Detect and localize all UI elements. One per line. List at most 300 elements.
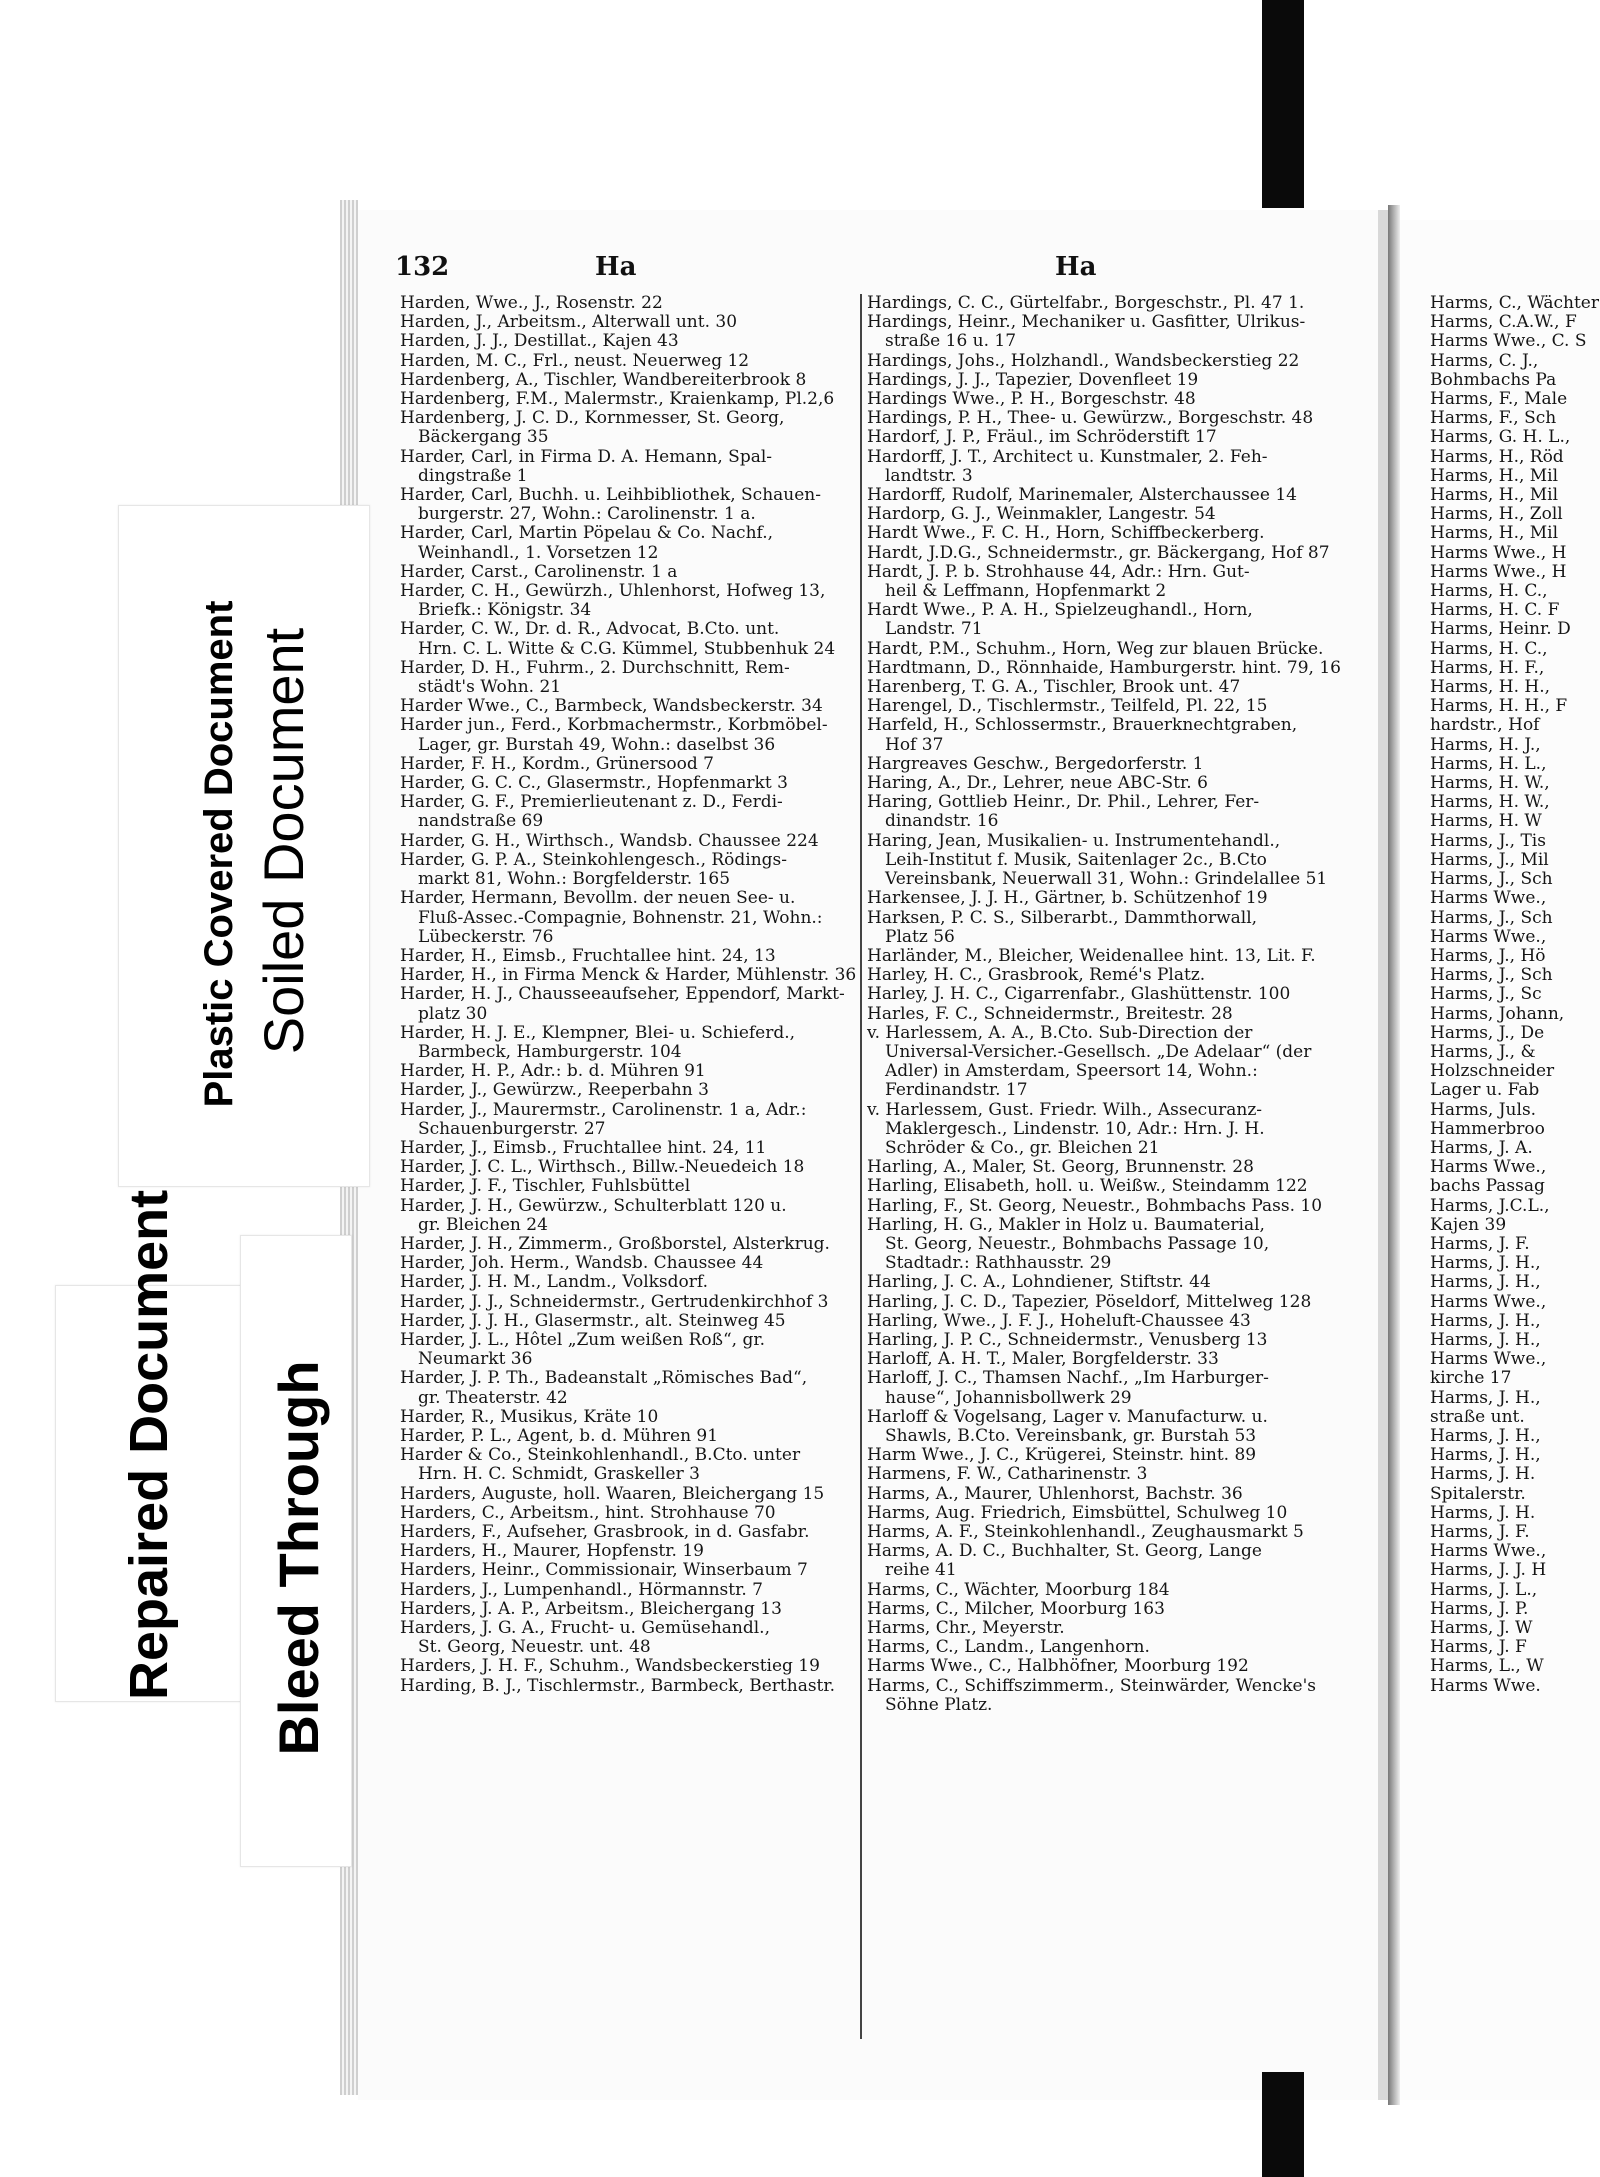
directory-entry [867,1331,1322,1350]
partial-entry: Harms, J. H. [1430,1464,1536,1485]
directory-entry [400,1235,860,1254]
partial-entry: Harms Wwe., [1430,1291,1547,1312]
partial-entry: Harms, C.A.W., F [1430,312,1577,333]
entry-continuation: Stadtadr.: Rathhausstr. 29 [885,1253,1112,1274]
partial-entry: Spitalerstr. [1430,1483,1526,1504]
entry-line: Harden, Wwe., J., Rosenstr. 22 [400,293,663,313]
entry-line: Hardorf, J. P., Fräul., im Schröderstift 17 [867,427,1217,448]
partial-entry: Harms, H. W., [1430,773,1550,794]
directory-entry [400,1331,860,1369]
entry-line: v. Harlessem, Gust. Friedr. Wilh., Assecuranz- [867,1099,1263,1120]
entry-line: Harders, H., Maurer, Hopfenstr. 19 [400,1541,704,1562]
partial-entry: Kajen 39 [1430,1214,1507,1235]
entry-line: Hardorff, J. T., Architect u. Kunstmaler, 2. Feh- [867,446,1268,467]
entry-line: Hargreaves Geschw., Bergedorferstr. 1 [867,753,1204,774]
partial-entry: Harms, F., Male [1430,389,1568,410]
directory-entry [400,294,860,313]
directory-entry [867,371,1322,390]
directory-entry [400,1062,860,1081]
directory-entry [400,889,860,947]
entry-continuation: Weinhandl., 1. Vorsetzen 12 [418,542,659,563]
directory-entry [400,1312,860,1331]
directory-entry [867,1177,1322,1196]
partial-entry: Harms, H. H., [1430,677,1551,698]
entry-line: Harling, A., Maler, St. Georg, Brunnenstr. 28 [867,1157,1254,1178]
entry-continuation: St. Georg, Neuestr., Bohmbachs Passage 10, [885,1233,1270,1254]
directory-entry [400,1254,860,1273]
entry-line: Hardings Wwe., P. H., Borgeschstr. 48 [867,389,1196,410]
entry-line: Hardt Wwe., P. A. H., Spielzeughandl., Horn, [867,600,1253,621]
entry-line: Harder, J. H., Zimmerm., Großborstel, Alsterkrug. [400,1233,830,1254]
partial-entry: Harms, J., Sch [1430,965,1553,986]
partial-entry: Holzschneider [1430,1061,1555,1082]
entry-continuation: dinandstr. 16 [885,811,999,832]
partial-entry: Harms, Juls. [1430,1099,1537,1120]
entry-line: Harms, A., Maurer, Uhlenhorst, Bachstr. 36 [867,1483,1243,1504]
directory-entry [867,889,1322,908]
directory-entry [867,716,1322,754]
entry-continuation: Hrn. C. L. Witte & C.G. Kümmel, Stubbenhuk 24 [418,638,836,659]
directory-entry [400,966,860,985]
directory-entry [400,332,860,351]
entry-line: Harder, H. P., Adr.: b. d. Mühren 91 [400,1061,706,1082]
directory-entry [400,1293,860,1312]
partial-entry: Harms, J. W [1430,1618,1533,1639]
entry-line: Harders, Auguste, holl. Waaren, Bleichergang 15 [400,1483,825,1504]
entry-line: Harms, C., Milcher, Moorburg 163 [867,1598,1165,1619]
entry-line: Harloff, A. H. T., Maler, Borgfelderstr. 33 [867,1349,1219,1370]
directory-entry [400,851,860,889]
entry-line: Harder, Joh. Herm., Wandsb. Chaussee 44 [400,1253,764,1274]
entry-continuation: Leih-Institut f. Musik, Saitenlager 2c., B.Cto [885,849,1267,870]
partial-entry: Harms, L., W [1430,1656,1544,1677]
entry-line: Hardt Wwe., F. C. H., Horn, Schiffbeckerberg. [867,523,1265,544]
directory-entry [400,390,860,409]
entry-continuation: Briefk.: Königstr. 34 [418,600,592,621]
entry-line: Harden, J. J., Destillat., Kajen 43 [400,331,679,352]
entry-line: Harder & Co., Steinkohlenhandl., B.Cto. unter [400,1445,801,1466]
partial-entry: Harms, H. C., [1430,638,1548,659]
partial-entry: Harms, J. H., [1430,1387,1541,1408]
partial-entry: Harms, J. F [1430,1637,1527,1658]
directory-entry [400,1197,860,1235]
partial-entry: Harms, H. H., F [1430,696,1568,717]
entry-continuation: burgerstr. 27, Wohn.: Carolinenstr. 1 a. [418,504,756,525]
entry-line: Harfeld, H., Schlossermstr., Brauerknechtgraben, [867,715,1298,736]
directory-entry [867,505,1322,524]
partial-entry: Harms Wwe., H [1430,542,1567,563]
entry-line: Harms, Chr., Meyerstr. [867,1618,1065,1639]
entry-continuation: dingstraße 1 [418,465,528,486]
directory-entry [867,657,1341,678]
partial-entry: Harms Wwe., [1430,1157,1547,1178]
entry-line: Hardings, J. J., Tapezier, Dovenfleet 19 [867,369,1199,390]
entry-line: Hardenberg, A., Tischler, Wandbereiterbrook 8 [400,369,807,390]
partial-entry: Harms, J., Hö [1430,945,1546,966]
label-card-plastic-soiled [118,505,370,1187]
entry-line: Harder, C. H., Gewürzh., Uhlenhorst, Hofweg 13, [400,581,826,602]
directory-entry [867,1446,1322,1465]
partial-entry: Harms, H., Zoll [1430,504,1563,525]
directory-entry [867,640,1322,659]
directory-entry [867,985,1322,1004]
directory-entry [867,1216,1322,1274]
entry-continuation: Hof 37 [885,734,944,755]
directory-entry [400,1581,860,1600]
entry-line: Harder, J. H. M., Landm., Volksdorf. [400,1272,708,1293]
left-column [400,294,860,1696]
directory-entry [400,985,860,1023]
entry-continuation: hause“, Johannisbollwerk 29 [885,1387,1132,1408]
entry-line: Harders, J. A. P., Arbeitsm., Bleichergang 13 [400,1598,782,1619]
directory-entry [867,966,1322,985]
entry-line: Harders, J. H. F., Schuhm., Wandsbeckerstieg 19 [400,1656,820,1677]
header-left: Ha [595,252,637,282]
entry-continuation: Platz 56 [885,926,955,947]
directory-entry [867,909,1322,947]
directory-entry [867,428,1322,447]
directory-entry [867,563,1322,601]
entry-line: Harder, D. H., Fuhrm., 2. Durchschnitt, Rem- [400,657,790,678]
directory-entry [867,1350,1322,1369]
entry-line: Harkensee, J. J. H., Gärtner, b. Schützenhof 19 [867,888,1268,909]
right-column-partial [1430,294,1600,1696]
entry-line: Harder, H. J., Chausseeaufseher, Eppendorf, Markt- [400,984,845,1005]
entry-line: Harder, J. J. H., Glasermstr., alt. Steinweg 45 [400,1310,786,1331]
entry-continuation: Schröder & Co., gr. Bleichen 21 [885,1137,1160,1158]
directory-entry [400,947,860,966]
partial-entry: Bohmbachs Pa [1430,369,1557,390]
entry-continuation: Söhne Platz. [885,1694,993,1715]
entry-line: Hardt, J.D.G., Schneidermstr., gr. Bäckergang, Hof 87 [867,542,1330,563]
entry-line: Harms, A. F., Steinkohlenhandl., Zeughausmarkt 5 [867,1522,1304,1542]
entry-line: Harder, J. L., Hôtel „Zum weißen Roß“, gr. [400,1329,766,1350]
partial-entry: hardstr., Hof [1430,715,1540,736]
partial-entry: Harms, C., Wächter [1430,294,1599,313]
entry-continuation: nandstraße 69 [418,811,544,832]
header-right: Ha [1055,252,1097,282]
directory-entry [400,1369,860,1407]
entry-continuation: markt 81, Wohn.: Borgfelderstr. 165 [418,869,731,890]
entry-line: Harling, F., St. Georg, Neuestr., Bohmbachs Pass. 10 [867,1195,1323,1216]
top-black-bar [1262,0,1304,208]
directory-entry [400,371,860,390]
directory-entry [867,1485,1322,1504]
bottom-black-bar [1262,2072,1304,2177]
entry-continuation: Universal-Versicher.-Gesellsch. „De Adelaar“ (der [885,1041,1312,1062]
directory-entry [867,1024,1322,1101]
directory-entry [867,755,1322,774]
entry-line: Harmens, F. W., Catharinenstr. 3 [867,1464,1148,1485]
directory-entry [400,1158,860,1177]
entry-line: Harms, C., Schiffszimmerm., Steinwärder, Wencke's [867,1675,1316,1696]
entry-continuation: Fluß-Assec.-Compagnie, Bohnenstr. 21, Wohn.: [418,907,823,928]
partial-entry: Harms, J. H., [1430,1425,1541,1446]
entry-line: Harder, Carl, Buchh. u. Leihbibliothek, Schauen- [400,485,821,506]
directory-entry [400,486,860,524]
entry-line: Hardtmann, D., Rönnhaide, Hamburgerstr. hint. 79, 16 [867,657,1341,678]
entry-line: Harder, Carl, in Firma D. A. Hemann, Spal- [400,446,773,467]
entry-line: Harling, H. G., Makler in Holz u. Baumaterial, [867,1214,1265,1235]
entry-line: Harling, Elisabeth, holl. u. Weißw., Steindamm 122 [867,1176,1308,1197]
directory-entry [867,1677,1322,1715]
partial-entry: Harms, J. H., [1430,1272,1541,1293]
partial-entry: Harms Wwe., [1430,888,1547,909]
label-plastic-covered: Plastic Covered Document [197,600,241,1108]
partial-entry: Harms, J., Mil [1430,849,1549,870]
entry-line: Hardenberg, J. C. D., Kornmesser, St. Georg, [400,408,785,429]
partial-entry: Harms, J., Tis [1430,830,1546,851]
directory-entry [400,1504,860,1523]
directory-entry [867,947,1322,966]
entry-line: Harders, C., Arbeitsm., hint. Strohhause 70 [400,1502,776,1523]
partial-entry: Harms, J., De [1430,1022,1545,1043]
entry-continuation: Neumarkt 36 [418,1349,533,1370]
entry-continuation: Maklergesch., Lindenstr. 10, Adr.: Hrn. J. H. [885,1118,1265,1139]
directory-entry [400,582,860,620]
directory-entry [867,1465,1322,1484]
partial-entry: Harms, J., & [1430,1041,1536,1062]
partial-entry: Hammerbroo [1430,1118,1545,1139]
directory-entry [400,620,860,658]
directory-entry [400,793,860,831]
entry-continuation: Hrn. H. C. Schmidt, Graskeller 3 [418,1464,700,1485]
entry-line: Harder, J., Maurermstr., Carolinenstr. 1 a, Adr.: [400,1099,807,1120]
directory-entry [867,1273,1322,1292]
entry-line: Harders, F., Aufseher, Grasbrook, in d. Gasfabr. [400,1522,810,1542]
directory-entry [867,1523,1322,1542]
entry-continuation: gr. Bleichen 24 [418,1214,548,1235]
directory-entry [867,1369,1322,1407]
partial-entry: Harms, J. F. [1430,1233,1530,1254]
partial-entry: Harms, H. F., [1430,657,1545,678]
entry-line: Harms Wwe., C., Halbhöfner, Moorburg 192 [867,1656,1249,1677]
page-number: 132 [395,252,450,282]
directory-entry [400,1408,860,1427]
entry-line: Hardorp, G. J., Weinmakler, Langestr. 54 [867,504,1216,525]
entry-continuation: St. Georg, Neuestr. unt. 48 [418,1637,651,1658]
directory-entry [867,1197,1322,1216]
entry-line: Harling, J. C. D., Tapezier, Pöseldorf, Mittelweg 128 [867,1291,1312,1312]
entry-line: Harder, Hermann, Bevollm. der neuen See- u. [400,888,796,909]
label-card-repaired [55,1189,242,1702]
entry-line: Harden, M. C., Frl., neust. Neuerweg 12 [400,350,750,371]
directory-entry [867,1581,1322,1600]
entry-line: Harling, Wwe., J. F. J., Hoheluft-Chaussee 43 [867,1310,1251,1331]
entry-continuation: straße 16 u. 17 [885,331,1017,352]
entry-line: Harders, J., Lumpenhandl., Hörmannstr. 7 [400,1579,763,1600]
entry-line: Harder, J. J., Schneidermstr., Gertrudenkirchhof 3 [400,1291,829,1312]
directory-entry [867,1619,1322,1638]
partial-entry: Harms, Johann, [1430,1003,1565,1024]
entry-line: Harms, Aug. Friedrich, Eimsbüttel, Schulweg 10 [867,1502,1288,1523]
entry-line: Harder, R., Musikus, Kräte 10 [400,1406,659,1427]
directory-entry [400,774,860,793]
entry-line: Harling, J. P. C., Schneidermstr., Venusberg 13 [867,1329,1268,1350]
directory-entry [400,352,860,371]
directory-entry [400,832,860,851]
label-repaired: Repaired Document [119,1189,179,1700]
entry-line: Harles, F. C., Schneidermstr., Breitestr. 28 [867,1003,1233,1024]
partial-entry: Lager u. Fab [1430,1080,1540,1101]
directory-entry [400,1561,860,1580]
entry-line: Harengel, D., Tischlermstr., Teilfeld, Pl. 22, 15 [867,696,1268,717]
partial-entry: Harms, J. H., [1430,1329,1541,1350]
partial-entry: Harms, H., Mil [1430,523,1559,544]
partial-entry: Harms, H. C. F [1430,600,1560,621]
entry-line: Hardorff, Rudolf, Marinemaler, Alsterchaussee 14 [867,485,1297,506]
partial-entry: Harms, H., Röd [1430,446,1564,467]
directory-entry [867,486,1322,505]
entry-line: Harder, H., in Firma Menck & Harder, Mühlenstr. 36 [400,965,857,986]
entry-line: Harder, G. F., Premierlieutenant z. D., Ferdi- [400,792,783,813]
entry-line: Haring, A., Dr., Lehrer, neue ABC-Str. 6 [867,773,1208,794]
entry-line: Harloff & Vogelsang, Lager v. Manufacturw. u. [867,1406,1268,1427]
entry-line: Harder, J. P. Th., Badeanstalt „Römisches Bad“, [400,1368,808,1389]
partial-entry: Harms, J. H. [1430,1502,1536,1523]
entry-continuation: Lübeckerstr. 76 [418,926,554,947]
entry-line: Harder, J., Eimsb., Fruchtallee hint. 24, 11 [400,1137,767,1158]
entry-continuation: heil & Leffmann, Hopfenmarkt 2 [885,581,1167,602]
entry-line: Harder, G. H., Wirthsch., Wandsb. Chaussee 224 [400,830,819,851]
entry-line: Harksen, P. C. S., Silberarbt., Dammthorwall, [867,907,1258,928]
directory-entry [400,1024,860,1062]
partial-entry: Harms Wwe., C. S [1430,331,1587,352]
entry-line: Harden, J., Arbeitsm., Alterwall unt. 30 [400,312,738,333]
entry-line: Harenberg, T. G. A., Tischler, Brook unt. 47 [867,677,1241,698]
directory-entry [400,1485,860,1504]
directory-entry [400,716,860,754]
directory-entry [400,1177,860,1196]
directory-entry [867,1005,1322,1024]
middle-column [867,293,1341,1715]
directory-entry [867,1158,1322,1177]
partial-entry: Harms Wwe., [1430,1541,1547,1562]
directory-entry [400,1273,860,1292]
entry-line: Harder, G. P. A., Steinkohlengesch., Rödings- [400,849,788,870]
partial-entry: Harms, H. L., [1430,753,1547,774]
directory-entry [400,313,860,332]
partial-entry: Harms, H., Mil [1430,465,1559,486]
entry-line: Harms, C., Landm., Langenhorn. [867,1637,1150,1658]
entry-line: Harder, J. C. L., Wirthsch., Billw.-Neuedeich 18 [400,1157,805,1178]
directory-entry [400,1542,860,1561]
partial-entry: Harms, J. L., [1430,1579,1538,1600]
entry-line: Harder, P. L., Agent, b. d. Mühren 91 [400,1425,719,1446]
entry-continuation: gr. Theaterstr. 42 [418,1387,568,1408]
directory-entry [867,448,1322,486]
entry-line: Harder, Carl, Martin Pöpelau & Co. Nachf., [400,523,774,544]
partial-entry: Harms, J., Sch [1430,869,1553,890]
partial-entry: Harms, C. J., [1430,350,1539,371]
partial-entry: Harms, H. C., [1430,581,1548,602]
entry-line: Harloff, J. C., Thamsen Nachf., „Im Harburger- [867,1368,1269,1389]
directory-entry [867,697,1322,716]
directory-entry [867,1101,1322,1159]
entry-continuation: Vereinsbank, Neuerwall 31, Wohn.: Grindelallee 51 [885,869,1328,890]
directory-entry [867,1542,1322,1580]
entry-line: Hardt, P.M., Schuhm., Horn, Weg zur blauen Brücke. [867,638,1324,659]
directory-entry [867,601,1322,639]
directory-entry [867,524,1322,543]
directory-entry [400,697,860,716]
entry-continuation: städt's Wohn. 21 [418,677,562,698]
label-card-bleed [240,1235,352,1867]
directory-entry [867,1638,1322,1657]
partial-entry: Harms, J.C.L., [1430,1195,1550,1216]
partial-entry: Harms, J., Sc [1430,984,1542,1005]
entry-continuation: Landstr. 71 [885,619,983,640]
entry-line: Hardings, C. C., Gürtelfabr., Borgeschstr., Pl. 47 1. [867,293,1305,313]
partial-entry: Harms, F., Sch [1430,408,1557,429]
partial-entry: Harms, Heinr. D [1430,619,1571,640]
book-gutter [1388,205,1400,2105]
entry-line: Hardings, Heinr., Mechaniker u. Gasfitter, Ulrikus- [867,312,1306,333]
partial-entry: Harms, H. J., [1430,734,1541,755]
entry-continuation: Schauenburgerstr. 27 [418,1118,606,1139]
directory-entry [867,1504,1322,1523]
entry-continuation: landtstr. 3 [885,465,973,486]
entry-line: Harder jun., Ferd., Korbmachermstr., Korbmöbel- [400,715,828,736]
column-divider [860,294,862,2039]
entry-continuation: Adler) in Amsterdam, Speersort 14, Wohn.: [885,1061,1258,1082]
entry-line: Harder, Carst., Carolinenstr. 1 a [400,561,678,582]
directory-entry [867,1408,1322,1446]
entry-continuation: Ferdinandstr. 17 [885,1080,1028,1101]
entry-line: Harder, J. F., Tischler, Fuhlsbüttel [400,1176,691,1197]
entry-line: Hardenberg, F.M., Malermstr., Kraienkamp, Pl.2,6 [400,389,835,410]
directory-entry [867,1312,1322,1331]
directory-entry [400,659,860,697]
partial-entry: Harms Wwe. [1430,1675,1541,1696]
partial-entry: Harms, J. H., [1430,1253,1541,1274]
partial-entry: Harms, H. W [1430,811,1542,832]
partial-entry: straße unt. [1430,1406,1525,1427]
entry-line: Hardt, J. P. b. Strohhause 44, Adr.: Hrn. Gut- [867,561,1250,582]
directory-entry [867,774,1322,793]
entry-continuation: reihe 41 [885,1560,957,1581]
directory-entry [867,1600,1322,1619]
directory-entry [400,563,860,582]
label-bleed-through: Bleed Through [267,1360,330,1756]
partial-entry: Harms, J., Sch [1430,907,1553,928]
entry-continuation: Barmbeck, Hamburgerstr. 104 [418,1041,682,1062]
entry-line: Harling, J. C. A., Lohndiener, Stiftstr. 44 [867,1272,1211,1293]
directory-entry [867,1293,1322,1312]
partial-entry: Harms, H. W., [1430,792,1550,813]
partial-entry: Harms, J. H., [1430,1310,1541,1331]
partial-entry: Harms Wwe., [1430,926,1547,947]
directory-entry [400,1677,860,1696]
directory-entry [867,352,1322,371]
directory-entry [400,1101,860,1139]
entry-line: Harder, H. J. E., Klempner, Blei- u. Schieferd., [400,1022,796,1043]
entry-line: Haring, Gottlieb Heinr., Dr. Phil., Lehrer, Fer- [867,792,1260,813]
directory-entry [400,1427,860,1446]
entry-line: Harder, J. H., Gewürzw., Schulterblatt 120 u. [400,1195,787,1216]
partial-entry: Harms, J. J. H [1430,1560,1547,1581]
entry-continuation: platz 30 [418,1003,488,1024]
entry-line: Harms, C., Wächter, Moorburg 184 [867,1579,1170,1600]
directory-entry [400,448,860,486]
partial-entry: kirche 17 [1430,1368,1512,1389]
entry-line: Harder, G. C. C., Glasermstr., Hopfenmarkt 3 [400,773,788,794]
directory-entry [867,313,1322,351]
label-soiled: Soiled Document [252,627,315,1055]
directory-entry [867,830,1328,890]
directory-entry [867,390,1322,409]
entry-continuation: Shawls, B.Cto. Vereinsbank, gr. Burstah 53 [885,1425,1257,1446]
